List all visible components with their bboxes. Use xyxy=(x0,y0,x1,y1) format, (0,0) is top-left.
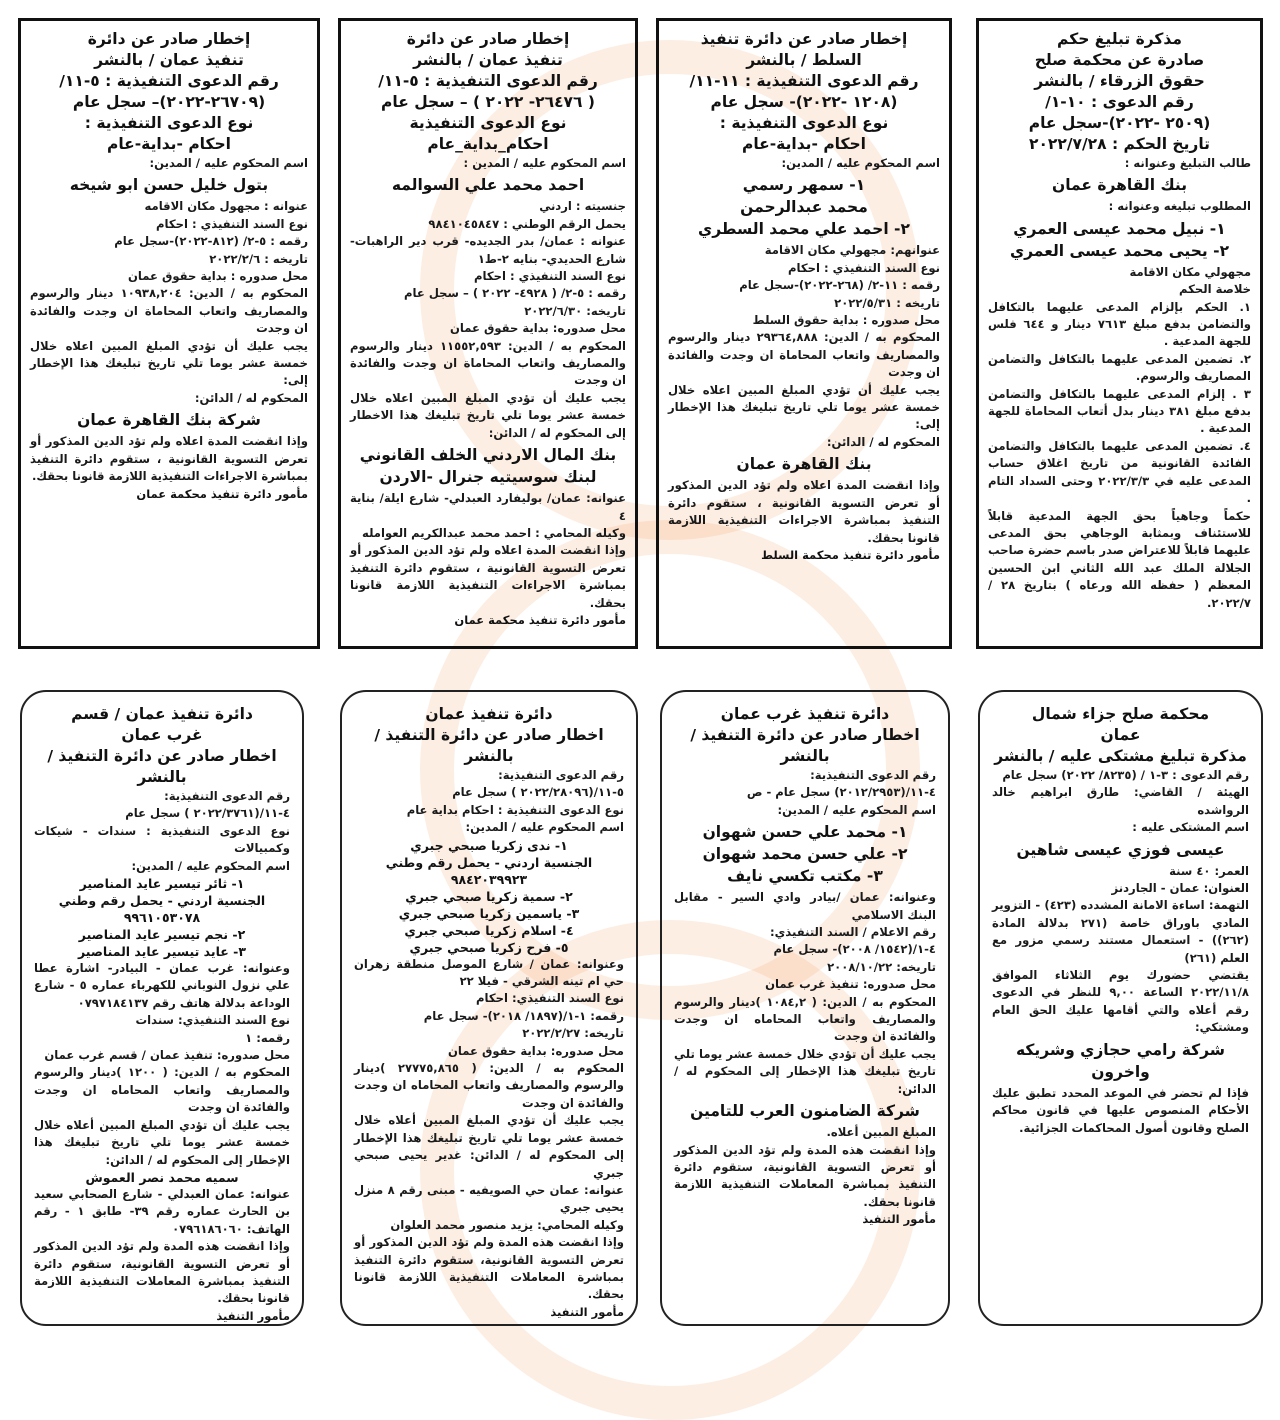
text-line: نوع الدعوى التنفيذية : احكام بداية عام xyxy=(406,802,624,817)
text-line: رقم الدعوى : ٣-١ / (٨٢٣٥/ ٢٠٢٢) سجل عام xyxy=(1002,768,1249,782)
text-line: ٢. تضمين المدعى عليهما بالتكافل والتضامن المصاريف والرسوم. xyxy=(988,351,1251,384)
notice-heading xyxy=(354,704,624,767)
heading-line: ( ٢٦٤٧٦- ٢٠٢٢ ) – سجل عام xyxy=(381,93,595,111)
text-line: تاريخه: ٢٠٢٢/٢/٢٧ xyxy=(522,1026,624,1041)
name-line: ١- سمهر رسمي xyxy=(742,176,866,195)
text-line: المحكوم به / الدين: ١١٥٥٢,٥٩٣ دينار والرسوم والمصاريف واتعاب المحاماة ان وجدت والفائدة ان وجدت xyxy=(350,338,626,388)
text-line: وإذا انقضت هذه المدة ولم تؤد الدين المذكور أو تعرض التسوية القانونية، ستقوم دائرة التنفيذ بمباشرة المعاملات التنفيذية اللازمة قانونا بحقك. xyxy=(34,1239,290,1306)
heading-line: مذكرة تبليغ حكم xyxy=(1057,30,1182,48)
notice-text xyxy=(30,198,308,407)
text-line: المحكوم به / الدين: ( ٢٧٧٧٥,٨٦٥ )دينار والرسوم والمصاريف واتعاب المحاماه ان وجدت والفائدة ان وجدت xyxy=(354,1061,624,1110)
text-line: اسم المحكوم عليه / المدين: xyxy=(777,802,936,817)
heading-line: (٢٦٧٠٩-٢٠٢٢)– سجل عام xyxy=(72,93,266,111)
notice-footer xyxy=(350,612,626,629)
text-line: نوع السند التنفيذي : احكام xyxy=(474,269,626,284)
heading-line: تنفيذ عمان / بالنشر xyxy=(94,51,244,69)
heading-line: احكام_بداية_عام xyxy=(427,135,549,153)
text-line: نوع الدعوى التنفيذية : سندات - شيكات وكمبيالات xyxy=(34,823,290,856)
text-line: محل صدوره: بداية حقوق عمان xyxy=(448,1043,624,1058)
notice-text xyxy=(350,155,626,172)
text-line: مجهولي مكان الاقامة xyxy=(1129,264,1251,279)
notice-north-amman-criminal-summons xyxy=(978,690,1263,1326)
heading-line: اخطار صادر عن دائرة التنفيذ / بالنشر xyxy=(374,726,604,765)
heading-line: حقوق الزرقاء / بالنشر xyxy=(1034,72,1205,90)
text-line: المحكوم له / الدائن: xyxy=(826,434,940,449)
text-line: رقمه : ١١-٢/ (٢٦٨-٢٠٢٢)-سجل عام xyxy=(739,278,940,293)
text-line: تاريخه : ٢٠٢٢/٥/٣١ xyxy=(834,295,940,310)
text-line: خلاصة الحكم xyxy=(1179,282,1251,297)
heading-line: نوع الدعوى التنفيذية xyxy=(409,114,567,132)
text-line: المحكوم به / الدين: ( ١٢٠٠ )دينار والرسوم والمصاريف واتعاب المحاماه ان وجدت والفائدة ان وجدت xyxy=(34,1065,290,1115)
footer-line: مأمور دائرة تنفيذ محكمة عمان xyxy=(454,612,626,627)
name-line: شركة الضامنون العرب للتامين xyxy=(690,1102,920,1121)
heading-line: رقم الدعوى التنفيذية : ٥-١١/ xyxy=(59,72,279,90)
text-line: يجب عليك أن تؤدي المبلغ المبين اعلاه خلال خمسة عشر يوما تلي تاريخ تبليغك هذا الإخطار إلى: xyxy=(668,382,940,432)
heading-line: تاريخ الحكم : ٢٠٢٢/٧/٢٨ xyxy=(1029,135,1210,153)
heading-line: نوع الدعوى التنفيذية : xyxy=(84,114,254,132)
notice-text xyxy=(992,767,1249,837)
text-line: اسم المحكوم عليه / المدين: xyxy=(465,820,624,835)
text-line: رقمه: ١-١/(١٨٩٧/ ٢٠١٨)- سجل عام xyxy=(423,1008,624,1023)
text-line: وإذا انقضت المدة اعلاه ولم تؤد الدين المذكور أو تعرض التسوية القانونية ، ستقوم دائرة التنفيذ بمباشرة الاجراءات التنفيذية اللازمة قانونا بحقك. xyxy=(668,478,940,545)
text-line: نوع السند التنفيذي : احكام xyxy=(788,260,940,275)
text-line: رقم الدعوى التنفيذية: xyxy=(498,768,624,782)
name-line: ١- نبيل محمد عيسى العمري xyxy=(1013,219,1226,238)
name-line: بنك القاهرة عمان xyxy=(1051,176,1188,195)
sub-line: ٣- ياسمين زكريا صبحي جبري xyxy=(398,905,580,921)
text-line: يجب عليك أن تؤدي المبلغ المبين اعلاه خلال خمسة عشر يوما تلي تاريخ تبليغك هذا الاخطار إلى المحكوم له / الدائن: xyxy=(350,390,626,440)
text-line: المحكوم به / الدين: ( ١٠٨٤,٢ )دينار والرسوم والمصاريف واتعاب المحاماه ان وجدت والفائدة ان وجدت xyxy=(674,994,936,1044)
text-line: عنوانه : مجهول مكان الاقامه xyxy=(144,199,308,214)
notice-name xyxy=(992,839,1249,861)
heading-line: عمان xyxy=(1100,726,1141,744)
name-line: عيسى فوزي عيسى شاهين xyxy=(1016,840,1225,859)
text-line: رقم الدعوى التنفيذية: xyxy=(810,768,936,782)
text-line: المطلوب تبليغه وعنوانه : xyxy=(1108,199,1251,214)
heading-line: دائرة تنفيذ عمان xyxy=(425,705,553,723)
text-line: تاريخه: ٢٠٢٢/٦/٣٠ xyxy=(524,303,626,318)
text-line: رقم الدعوى التنفيذية: xyxy=(164,789,290,803)
text-line: ١. الحكم بإلزام المدعى عليهما بالتكافل والتضامن بدفع مبلغ ٧٦١٣ دينار و ٦٤٤ فلس للجهة المدعية . xyxy=(988,299,1252,349)
text-line: وعنوانه: عمان /بيادر وادي السير - مقابل البنك الاسلامي xyxy=(674,890,936,922)
text-line: المحكوم به / الدين: ٢٩٣٦٤,٨٨٨ دينار والرسوم والمصاريف واتعاب المحاماة ان وجدت والفائدة ان وجدت xyxy=(668,330,940,380)
text-line: المبلغ المبين أعلاه. xyxy=(826,1125,936,1140)
notice-name xyxy=(988,218,1251,262)
notice-text xyxy=(674,1124,936,1211)
notice-name xyxy=(350,174,626,196)
name-line: ١- محمد علي حسن شهوان xyxy=(702,823,908,842)
text-line: اسم المحكوم عليه / المدين: xyxy=(131,858,290,873)
footer-line: مأمور دائرة تنفيذ محكمة عمان xyxy=(136,486,308,501)
notice-text xyxy=(350,198,626,442)
name-line: بتول خليل حسن ابو شيخه xyxy=(69,176,269,195)
text-line: الهيئة / القاضي: طارق ابراهيم خالد الرواشده xyxy=(992,785,1249,817)
notice-sub xyxy=(34,1169,290,1186)
name-line: احمد محمد علي السوالمه xyxy=(391,176,585,195)
text-line: عنوانه: عمان حي الصويفيه - مبنى رقم ٨ منزل يحيى جبري xyxy=(354,1182,624,1215)
sub-line: ١- ثائر تيسير عايد المناصير xyxy=(79,876,245,892)
notice-text xyxy=(668,155,940,172)
text-line: تاريخه : ٢٠٢٢/٢/٦ xyxy=(209,251,308,266)
text-line: عنوانه: عمان/ بوليفارد العبدلي- شارع ايلة/ بناية ٤ xyxy=(350,491,626,523)
notice-salt-execution-notice xyxy=(656,18,952,649)
notice-text xyxy=(674,767,936,819)
name-line: ٢- يحيى محمد عيسى العمري xyxy=(1009,241,1230,260)
text-line: تاريخه: ٢٠٠٨/١٠/٢٢ xyxy=(827,959,936,974)
text-line: رقمه : ٥-٢/ (٨١٢-٢٠٢٢)-سجل عام xyxy=(114,234,308,249)
notice-text xyxy=(988,155,1251,172)
notice-name xyxy=(988,174,1251,196)
footer-line: مأمور دائرة تنفيذ محكمة السلط xyxy=(761,547,940,562)
text-line: التهمة: اساءة الامانة المشدده (٤٢٣) - التزوير المادي باوراق خاصة (٢٧١ بدلالة المادة (٢٦٢)) - استعمال مستند رسمي مزور مع العلم (٢٦١) xyxy=(992,898,1249,965)
text-line: ٣ . إلزام المدعى عليهما بالتكافل والتضامن بدفع مبلغ ٣٨١ دينار بدل أتعاب المحاماة للجهة المدعية . xyxy=(988,386,1251,436)
heading-line: غرب عمان xyxy=(121,726,203,744)
sub-line: ٤- اسلام زكريا صبحي جبري xyxy=(404,922,574,938)
notice-name xyxy=(674,821,936,887)
text-line: عنوانه : عمان/ بدر الجديده- قرب دير الراهبات- شارع الحديدي- بنايه ٢-ط١ xyxy=(350,234,626,266)
sub-line: الجنسية اردني - يحمل رقم وطني ٩٨٤٢٠٣٩٩٢٣ xyxy=(385,854,593,887)
text-line: محل صدوره: بداية حقوق عمان xyxy=(450,321,626,336)
heading-line: إخطار صادر عن دائرة تنفيذ xyxy=(700,30,908,48)
text-line: يجب عليك أن تؤدي المبلغ المبين أعلاه خلال خمسة عشر يوما تلي تاريخ تبليغك هذا الإخطار إلى المحكوم له / الدائن: xyxy=(34,1117,290,1167)
name-line: شركة رامي حجازي وشريكه واخرون xyxy=(1015,1040,1226,1081)
text-line: وكيله المحامي: يزيد منصور محمد العلوان xyxy=(390,1217,624,1232)
name-line: ٢- علي حسن محمد شهوان xyxy=(702,845,908,864)
text-line: ٤-١١/(٢٠١٢/٢٩٥٣) سجل عام - ص xyxy=(746,785,936,800)
notice-west-amman-execution-notice-manasir xyxy=(20,690,304,1326)
text-line: المحكوم له / الدائن: xyxy=(194,390,308,405)
footer-line: مأمور التنفيذ xyxy=(216,1308,290,1323)
heading-line: رقم الدعوى : ١٠-١/ xyxy=(1045,93,1194,111)
notice-text xyxy=(34,960,290,1169)
notice-heading xyxy=(668,29,940,155)
heading-line: محكمة صلح جزاء شمال xyxy=(1031,705,1210,723)
text-line: رقم الاعلام / السند التنفيذي: xyxy=(770,925,936,940)
heading-line: (٢٥٠٩ -٢٠٢٢)-سجل عام xyxy=(1028,114,1211,132)
heading-line: دائرة تنفيذ غرب عمان xyxy=(720,705,890,723)
text-line: وإذا انقضت هذه المدة ولم تؤد الدين المذكور أو تعرض التسوية القانونية، ستقوم دائرة التنفيذ بمباشرة المعاملات التنفيذية اللازمة قانونا بحقك. xyxy=(674,1142,936,1209)
text-line: يقتضي حضورك يوم الثلاثاء الموافق ٢٠٢٢/١١/٨ الساعة ٩,٠٠ للنظر في الدعوى رقم أعلاه والتي أقامها عليك الحق العام ومشتكي: xyxy=(992,968,1249,1035)
notice-heading xyxy=(992,704,1249,767)
notice-west-amman-execution-notice-shahwan xyxy=(660,690,950,1326)
text-line: وكيله المحامي : احمد محمد عبدالكريم العوامله xyxy=(362,525,626,540)
name-line: شركة بنك القاهرة عمان xyxy=(77,411,261,430)
text-line: رقمه : ٥-٢/ ( ٤٩٢٨- ٢٠٢٢ ) – سجل عام xyxy=(404,286,626,301)
heading-line: احكام -بداية-عام xyxy=(741,135,866,153)
heading-line: اخطار صادر عن دائرة التنفيذ / بالنشر xyxy=(47,747,277,786)
text-line: عنوانه: عمان العبدلي - شارع الصحابي سعيد بن الحارث عماره رقم ٣٩- طابق ١ - رقم الهاتف: ٠٧٩٦١٨٦٠٦٠ xyxy=(34,1186,290,1236)
text-line: يجب عليك أن تؤدي المبلغ المبين أعلاه خلال خمسة عشر يوما تلي تاريخ تبليغك هذا الإخطار إلى المحكوم له / الدائن: غدير يحيى صبحي جبري xyxy=(354,1113,624,1180)
notice-name xyxy=(350,444,626,488)
name-line: ٢- احمد علي محمد السطري xyxy=(698,220,910,239)
notice-name xyxy=(30,174,308,196)
notice-text xyxy=(354,767,624,837)
notice-footer xyxy=(34,1308,290,1325)
heading-line: دائرة تنفيذ عمان / قسم xyxy=(71,705,253,723)
name-line: لبنك سوسيتيه جنرال -الاردن xyxy=(379,468,597,487)
notice-heading xyxy=(34,704,290,788)
text-line: رقمه: ١ xyxy=(245,1030,290,1045)
name-line: ٣- مكتب تكسي نايف xyxy=(727,867,883,886)
notice-text xyxy=(992,1085,1249,1137)
notice-zarqa-judgment-notice xyxy=(976,18,1263,649)
text-line: وإذا انقضت المدة اعلاه ولم تؤد الدين المذكور أو تعرض التسوية القانونية ، ستقوم دائرة التنفيذ بمباشرة الاجراءات التنفيذية اللازمة قانونا بحقك. xyxy=(30,434,308,484)
notice-heading xyxy=(350,29,626,155)
text-line: العمر: ٤٠ سنة xyxy=(1169,863,1249,878)
text-line: نوع السند التنفيذي : احكام xyxy=(156,216,308,231)
heading-line: تنفيذ عمان / بالنشر xyxy=(413,51,563,69)
sub-line: ٢- نجم تيسير عايد المناصير xyxy=(78,927,246,943)
heading-line: احكام -بداية-عام xyxy=(106,135,231,153)
text-line: محل صدوره : بداية حقوق السلط xyxy=(752,313,940,328)
text-line: يجب عليك أن تؤدي المبلغ المبين اعلاه خلال خمسة عشر يوما تلي تاريخ تبليغك هذا الإخطار إلى: xyxy=(30,338,308,388)
sub-line: ٥- فرح زكريا صبحي جبري xyxy=(409,939,569,955)
text-line: نوع السند التنفيذي: سندات xyxy=(135,1013,290,1028)
heading-line: نوع الدعوى التنفيذية : xyxy=(719,114,889,132)
text-line: ٤-١١/(٢٠٢٢/٣٧٦١ ) سجل عام xyxy=(125,806,290,821)
notice-amman-execution-notice-abushaikha xyxy=(18,18,320,649)
text-line: طالب التبليغ وعنوانه : xyxy=(1124,156,1251,170)
text-line: اسم المحكوم عليه / المدين: xyxy=(781,156,940,170)
text-line: فإذا لم تحضر في الموعد المحدد تطبق عليك الأحكام المنصوص عليها في قانون محاكم الصلح وقانون أصول المحاكمات الجزائية. xyxy=(992,1085,1249,1135)
notice-text xyxy=(34,788,290,875)
text-line: ٤. تضمين المدعى عليهما بالتكافل والتضامن الفائدة القانونية من تاريخ اغلاق حساب المدعى عليه في ٢٠٢٢/٣/٣ وحتى السداد التام . xyxy=(988,438,1251,506)
notice-footer xyxy=(668,547,940,564)
notice-name xyxy=(30,409,308,431)
heading-line: مذكرة تبليغ مشتكى عليه / بالنشر xyxy=(994,747,1247,765)
sub-line: الجنسية اردني - يحمل رقم وطني ٩٩٦١٠٥٣٠٧٨ xyxy=(58,893,266,926)
heading-line: اخطار صادر عن دائرة التنفيذ / بالنشر xyxy=(690,726,920,765)
heading-line: إخطار صادر عن دائرة xyxy=(406,30,570,48)
sub-line: ٢- سمية زكريا صبحي جبري xyxy=(405,888,573,904)
notice-heading xyxy=(988,29,1251,155)
text-line: عنوانهم: مجهولي مكان الاقامة xyxy=(764,243,940,258)
notice-footer xyxy=(674,1211,936,1228)
text-line: نوع السند التنفيذي: احكام xyxy=(476,991,624,1006)
heading-line: رقم الدعوى التنفيذية : ٥-١١/ xyxy=(378,72,598,90)
notice-heading xyxy=(30,29,308,155)
notice-name xyxy=(668,453,940,475)
notice-name xyxy=(992,1039,1249,1083)
notice-sub xyxy=(34,875,290,960)
heading-line: السلط / بالنشر xyxy=(746,51,862,69)
heading-line: رقم الدعوى التنفيذية : ١١-١١/ xyxy=(689,72,919,90)
sub-line: سميه محمد نصر العموش xyxy=(85,1169,239,1185)
notice-heading xyxy=(674,704,936,767)
sub-line: ٣- عايد تيسير عايد المناصير xyxy=(77,944,247,960)
notice-text xyxy=(992,863,1249,1037)
notice-text xyxy=(34,1186,290,1308)
text-line: محل صدوره: تنفيذ عمان / قسم غرب عمان xyxy=(44,1048,290,1063)
sub-line: ١- ندى زكريا صبحي جبري xyxy=(410,837,568,853)
text-line: جنسيته : اردني xyxy=(539,199,626,214)
name-line: محمد عبدالرحمن xyxy=(740,198,868,217)
notice-amman-execution-notice-sawalmeh xyxy=(338,18,638,649)
footer-line: مأمور التنفيذ xyxy=(550,1304,624,1319)
text-line: وعنوانه: عمان / شارع الموصل منطقة زهران حي ام تينه الشرقي - فيلا ٢٢ xyxy=(354,956,624,989)
text-line: ٤-١/(١٥٤٢/ ٢٠٠٨)- سجل عام xyxy=(773,942,936,957)
name-line: بنك القاهرة عمان xyxy=(736,455,872,474)
notice-sub xyxy=(354,837,624,956)
text-line: يجب عليك أن تؤدي خلال خمسة عشر يوما تلي تاريخ تبليغك هذا الإخطار إلى المحكوم له / الدائن: xyxy=(674,1046,936,1096)
heading-line: إخطار صادر عن دائرة xyxy=(87,30,251,48)
name-line: بنك المال الاردني الخلف القانوني xyxy=(359,446,617,465)
notice-text xyxy=(988,198,1251,215)
text-line: حكماً وجاهياً بحق الجهة المدعية قابلاً للاستئناف وبمثابة الوجاهي بحق المدعى عليهما قابلاً للاعتراض صدر باسم حضرة صاحب الجلالة الملك عبد الله الثاني ابن الحسين المعظم ( حفظه الله ورعاه ) بتاريخ ٢٨ /٢٠٢٢/٧. xyxy=(988,508,1251,610)
text-line: العنوان: عمان - الجاردنز xyxy=(1111,881,1249,896)
notice-text xyxy=(988,264,1251,612)
text-line: محل صدوره : بداية حقوق عمان xyxy=(127,269,308,284)
text-line: وعنوانه: غرب عمان - البيادر- اشارة عطا علي نزول النوباني للكهرباء عماره ٥ - شارع الوداعة بدلالة هاتف رقم ٠٧٩٧١٨٤١٣٧ xyxy=(34,961,291,1010)
text-line: المحكوم به / الدين: ١٠٩٣٨,٢٠٤ دينار والرسوم والمصاريف واتعاب المحاماة ان وجدت والفائدة ان وجدت xyxy=(30,286,308,336)
notice-name xyxy=(668,174,940,240)
heading-line: (١٢٠٨ -٢٠٢٢)- سجل عام xyxy=(710,93,898,111)
notice-text xyxy=(668,242,940,451)
text-line: وإذا انقضت هذه المدة ولم تؤد الدين المذكور أو تعرض التسوية القانونية، ستقوم دائرة التنفيذ بمباشرة المعاملات التنفيذية اللازمة قانونا بحقك. xyxy=(354,1235,624,1302)
notice-footer xyxy=(354,1304,624,1321)
notice-name xyxy=(674,1100,936,1122)
notice-amman-execution-notice-jabri xyxy=(340,690,638,1326)
notice-text xyxy=(350,490,626,612)
notice-text xyxy=(30,155,308,172)
notice-footer xyxy=(30,486,308,503)
text-line: اسم المشتكى عليه : xyxy=(1132,820,1249,835)
text-line: اسم المحكوم عليه / المدين: xyxy=(149,156,308,170)
notice-text xyxy=(30,433,308,485)
heading-line: صادرة عن محكمة صلح xyxy=(1034,51,1205,69)
text-line: يحمل الرقم الوطني : ٩٨٤١٠٤٥٨٤٧ xyxy=(428,216,626,231)
notice-text xyxy=(668,477,940,547)
notice-text xyxy=(674,889,936,1098)
text-line: ٥-١١/(٢٠٢٢/٢٨٠٩٦ ) سجل عام xyxy=(452,785,624,800)
text-line: وإذا انقضت المدة اعلاه ولم تؤد الدين المذكور أو تعرض التسوية القانونية ، ستقوم دائرة التنفيذ بمباشرة الاجراءات التنفيذية اللازمة قانونا بحقك. xyxy=(350,543,626,610)
notice-text xyxy=(354,956,624,1304)
text-line: محل صدوره: تنفيذ غرب عمان xyxy=(765,977,936,992)
text-line: اسم المحكوم عليه / المدين : xyxy=(463,156,626,170)
footer-line: مأمور التنفيذ xyxy=(862,1212,936,1227)
